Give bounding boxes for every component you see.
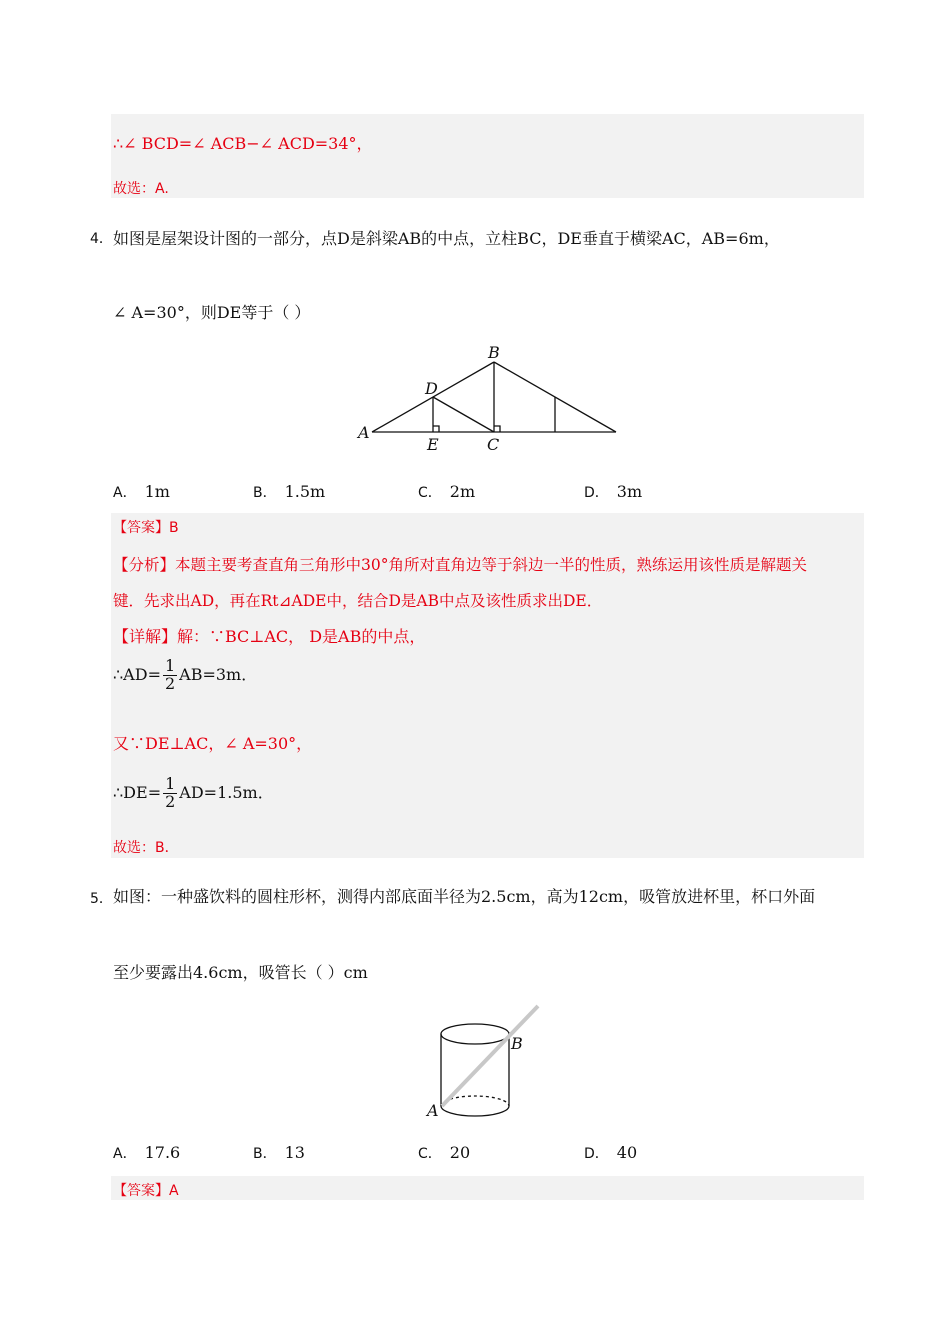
q5-cylinder-cup-figure <box>420 1002 550 1122</box>
cup-bottom-front <box>441 1106 509 1116</box>
q5-option-c: C． 20 <box>418 1143 471 1162</box>
q4-option-c: C． 2m <box>418 482 476 501</box>
q4-option-b: B． 1.5m <box>253 482 326 501</box>
brace-dc <box>433 397 494 432</box>
right-angle-e <box>433 426 439 432</box>
q4-answer: 【答案】B <box>113 520 179 536</box>
q4-stem-line1: 如图是屋架设计图的一部分，点D是斜梁AB的中点，立柱BC，DE垂直于横梁AC，AB=6m， <box>113 229 780 248</box>
right-angle-c <box>494 426 500 432</box>
label-b: B <box>511 1034 523 1053</box>
q4-stem-line2: ∠ A=30°，则DE等于（ ） <box>113 303 311 322</box>
straw <box>442 1006 538 1106</box>
q5-stem-line1: 如图：一种盛饮料的圆柱形杯，测得内部底面半径为2.5cm，高为12cm，吸管放进杯里，杯口外面 <box>113 887 816 906</box>
q4-detail-line1: 【详解】解：∵BC⊥AC， D是AB的中点， <box>113 627 426 646</box>
q5-number: 5． <box>90 891 113 907</box>
q5-solution-block <box>111 1176 864 1200</box>
q4-step1: ∴AD= $\frac{1}{2}$ AB=3m． <box>113 656 258 693</box>
q4-option-a: A． 1m <box>113 482 170 501</box>
prev-solution-block <box>111 114 864 198</box>
label-e: E <box>427 435 439 454</box>
q4-option-d: D． 3m <box>584 482 643 501</box>
q4-analysis-line2: 键．先求出AD，再在Rt⊿ADE中，结合D是AB中点及该性质求出DE． <box>113 592 603 610</box>
label-c: C <box>487 435 500 454</box>
q5-answer: 【答案】A <box>113 1183 179 1199</box>
q4-analysis-line1: 【分析】本题主要考查直角三角形中30°角所对直角边等于斜边一半的性质，熟练运用该性质是解题关 <box>113 556 807 574</box>
prev-formula: ∴∠ BCD=∠ ACB−∠ ACD=34°， <box>113 134 373 153</box>
q4-number: 4． <box>90 231 113 247</box>
cup-top-rim <box>441 1024 509 1044</box>
q5-option-d: D． 40 <box>584 1143 638 1162</box>
label-a: A <box>427 1101 439 1120</box>
label-b: B <box>488 343 500 362</box>
q4-choice: 故选：B． <box>113 840 179 856</box>
fraction-half: $\frac{1}{2}$ <box>164 656 176 693</box>
q4-roof-truss-figure <box>350 338 630 454</box>
q5-option-a: A． 17.6 <box>113 1143 181 1162</box>
label-d: D <box>425 379 438 398</box>
q5-stem-line2: 至少要露出4.6cm，吸管长（ ）cm <box>113 963 368 982</box>
prev-choice: 故选：A. <box>113 181 169 197</box>
q5-option-b: B． 13 <box>253 1143 305 1162</box>
fraction-half: $\frac{1}{2}$ <box>165 774 176 811</box>
q4-step2: ∴DE= $\frac{1}{2}$ AD=1.5m． <box>113 774 274 811</box>
label-a: A <box>358 423 370 442</box>
q4-detail-line3: 又∵DE⊥AC，∠ A=30°， <box>113 734 313 753</box>
